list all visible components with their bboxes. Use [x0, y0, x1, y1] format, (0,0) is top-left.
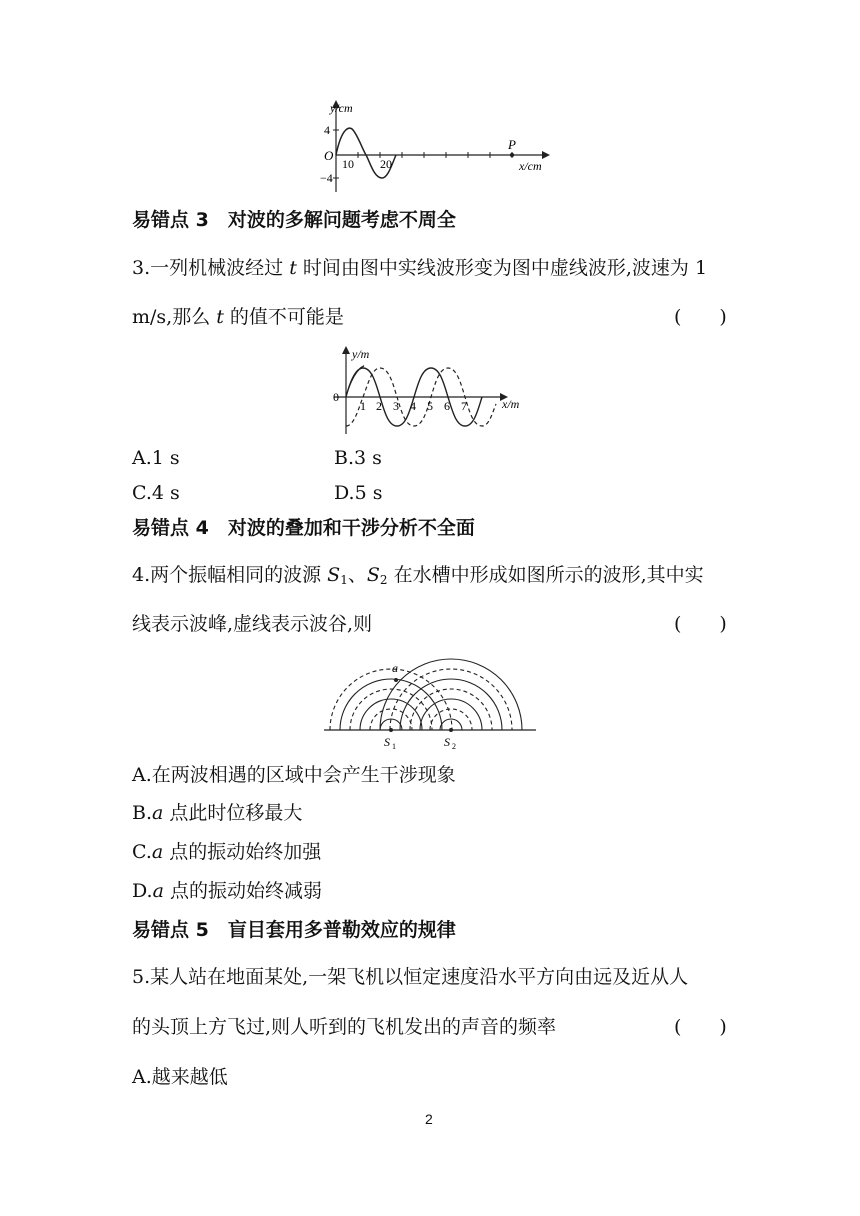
q4-option-d-var: a	[152, 880, 164, 902]
section5-heading: 易错点 5 盲目套用多普勒效应的规律	[132, 919, 456, 941]
q3-option-b: B.3 s	[334, 447, 382, 469]
s1-label: S	[384, 735, 390, 749]
q4-option-c-prefix: C.	[132, 841, 152, 863]
q4-option-a: A.在两波相遇的区域中会产生干涉现象	[132, 764, 456, 786]
point-a-label: a	[392, 661, 398, 675]
wave-figure-q2	[300, 96, 560, 196]
q5-answer-paren: ( )	[674, 1016, 727, 1038]
q3-x-tick-6: 6	[444, 399, 450, 413]
q4-option-b	[132, 804, 302, 823]
q4-option-c-text: 点的振动始终加强	[163, 841, 322, 863]
q4-sep: 、	[347, 564, 367, 586]
y-axis-label: y/cm	[330, 101, 353, 115]
q4-option-b-text: 点此时位移最大	[163, 802, 303, 824]
q4-s1-sub: 1	[340, 573, 348, 587]
q3-number: 3.	[132, 257, 151, 279]
x-axis-label: x/cm	[519, 159, 542, 173]
q3-y-label: y/m	[352, 347, 370, 361]
q3-x-tick-5: 5	[427, 399, 433, 413]
origin-label: O	[324, 148, 334, 163]
q4-line2: 线表示波峰,虚线表示波谷,则	[132, 613, 373, 635]
q3-x-tick-1: 1	[360, 399, 366, 413]
q3-text-d: 的值不可能是	[223, 306, 344, 328]
q3-option-a: A.1 s	[132, 447, 180, 469]
s1-sub-label: 1	[392, 742, 396, 751]
q4-option-c	[132, 843, 321, 862]
q3-x-tick-3: 3	[393, 399, 399, 413]
q4-option-c-var: a	[151, 841, 164, 863]
q3-text-b: 时间由图中实线波形变为图中虚线波形,波速为 1	[296, 257, 708, 279]
q4-line1	[132, 566, 704, 585]
q4-option-d-text: 点的振动始终减弱	[163, 880, 322, 902]
s2-label: S	[444, 735, 450, 749]
x-tick-10: 10	[342, 157, 354, 171]
wave-figure-q3	[326, 344, 536, 436]
q3-text-c: m/s,那么	[132, 306, 217, 328]
y-tick-neg4: −4	[320, 171, 333, 185]
q4-s2-sub: 2	[379, 573, 388, 587]
q3-answer-paren: ( )	[674, 306, 727, 328]
q4-option-b-var: a	[152, 802, 164, 824]
q4-option-b-prefix: B.	[132, 802, 153, 824]
q4-option-d	[132, 882, 322, 901]
q3-x-tick-4: 4	[410, 399, 416, 413]
s2-sub-label: 2	[452, 742, 456, 751]
point-p-label: P	[508, 137, 516, 152]
q3-text-a: 一列机械波经过	[150, 257, 290, 279]
q3-origin: 0	[333, 390, 339, 404]
x-tick-20: 20	[380, 157, 392, 171]
q3-option-c: C.4 s	[132, 482, 180, 504]
page-number: 2	[425, 1111, 433, 1127]
q4-text-b: 在水槽中形成如图所示的波形,其中实	[387, 564, 704, 586]
section4-heading: 易错点 4 对波的叠加和干涉分析不全面	[132, 517, 475, 539]
q5-line2: 的头顶上方飞过,则人听到的飞机发出的声音的频率	[132, 1016, 557, 1038]
interference-figure	[320, 654, 540, 752]
q3-option-d: D.5 s	[334, 482, 383, 504]
q4-s2: S	[366, 564, 380, 586]
q3-var-t: t	[289, 257, 297, 279]
q3-x-tick-2: 2	[376, 399, 382, 413]
y-tick-4: 4	[324, 123, 330, 137]
q4-option-d-prefix: D.	[132, 880, 153, 902]
q5-line1: 5.某人站在地面某处,一架飞机以恒定速度沿水平方向由远及近从人	[132, 966, 689, 988]
q5-option-a: A.越来越低	[132, 1066, 228, 1088]
q3-var-t2: t	[216, 306, 224, 328]
q3-x-tick-7: 7	[461, 399, 467, 413]
q4-text-a: 4.两个振幅相同的波源	[132, 564, 328, 586]
q4-s1: S	[327, 564, 341, 586]
section3-heading: 易错点 3 对波的多解问题考虑不周全	[132, 209, 456, 231]
q3-line1	[132, 259, 707, 278]
q3-x-label: x/m	[502, 397, 520, 411]
q3-line2	[132, 308, 344, 327]
q4-answer-paren: ( )	[674, 613, 727, 635]
